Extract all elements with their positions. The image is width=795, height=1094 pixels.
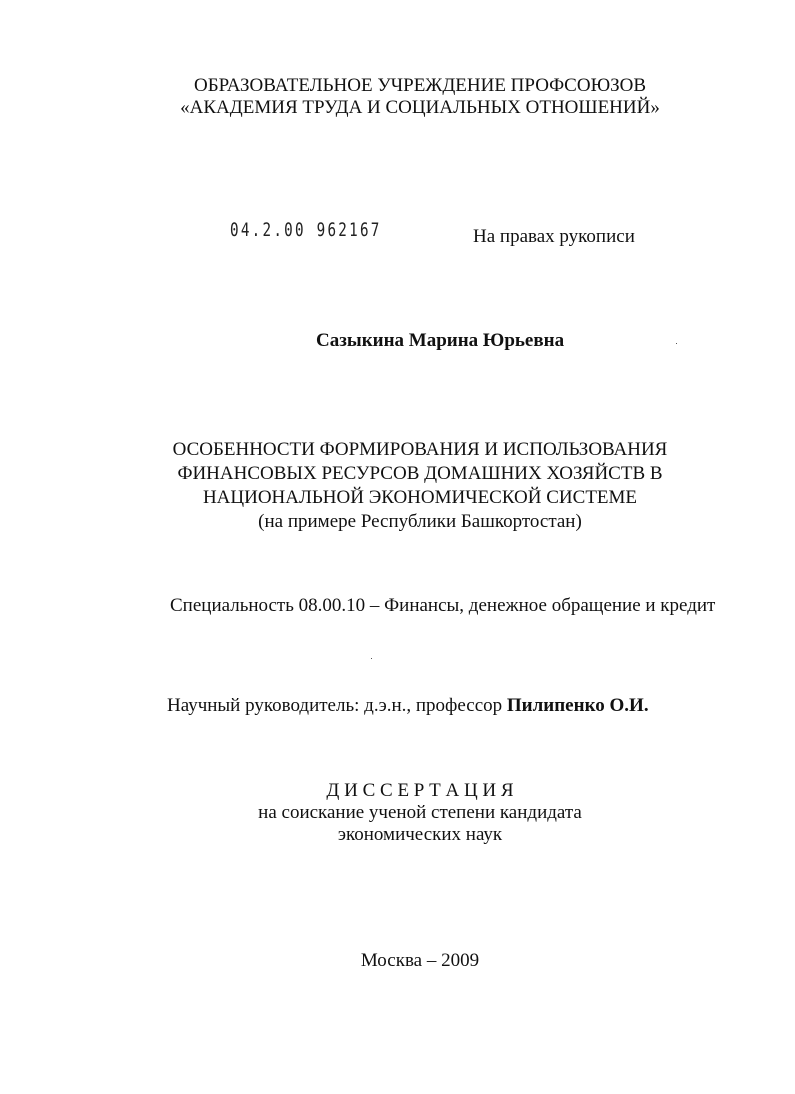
- title-line-1: ОСОБЕННОСТИ ФОРМИРОВАНИЯ И ИСПОЛЬЗОВАНИЯ: [172, 439, 668, 460]
- advisor: [167, 694, 649, 718]
- institution-line-1: ОБРАЗОВАТЕЛЬНОЕ УЧРЕЖДЕНИЕ ПРОФСОЮЗОВ: [193, 75, 647, 96]
- place-year: Москва – 2009: [360, 950, 480, 971]
- title-subtitle: (на примере Республики Башкортостан): [258, 511, 582, 532]
- manuscript-note: На правах рукописи: [473, 226, 635, 247]
- institution-line-2: «АКАДЕМИЯ ТРУДА И СОЦИАЛЬНЫХ ОТНОШЕНИЙ»: [180, 97, 660, 118]
- title-line-2: ФИНАНСОВЫХ РЕСУРСОВ ДОМАШНИХ ХОЗЯЙСТВ В: [177, 463, 663, 484]
- degree-line-2: на соискание ученой степени кандидата: [258, 802, 582, 823]
- title-line-3: НАЦИОНАЛЬНОЙ ЭКОНОМИЧЕСКОЙ СИСТЕМЕ: [202, 487, 638, 508]
- advisor-name: Пилипенко О.И.: [506, 695, 649, 716]
- author-name: Сазыкина Марина Юрьевна: [316, 330, 565, 351]
- archive-stamp: 04.2.00 962167: [230, 219, 382, 241]
- specialty: Специальность 08.00.10 – Финансы, денежное обращение и кредит: [170, 595, 716, 616]
- advisor-label: Научный руководитель: д.э.н., профессор: [167, 695, 503, 716]
- scan-speck: [676, 343, 677, 344]
- degree-line-3: экономических наук: [337, 824, 503, 845]
- scan-speck: [371, 658, 372, 659]
- degree-type: Д И С С Е Р Т А Ц И Я: [326, 780, 514, 801]
